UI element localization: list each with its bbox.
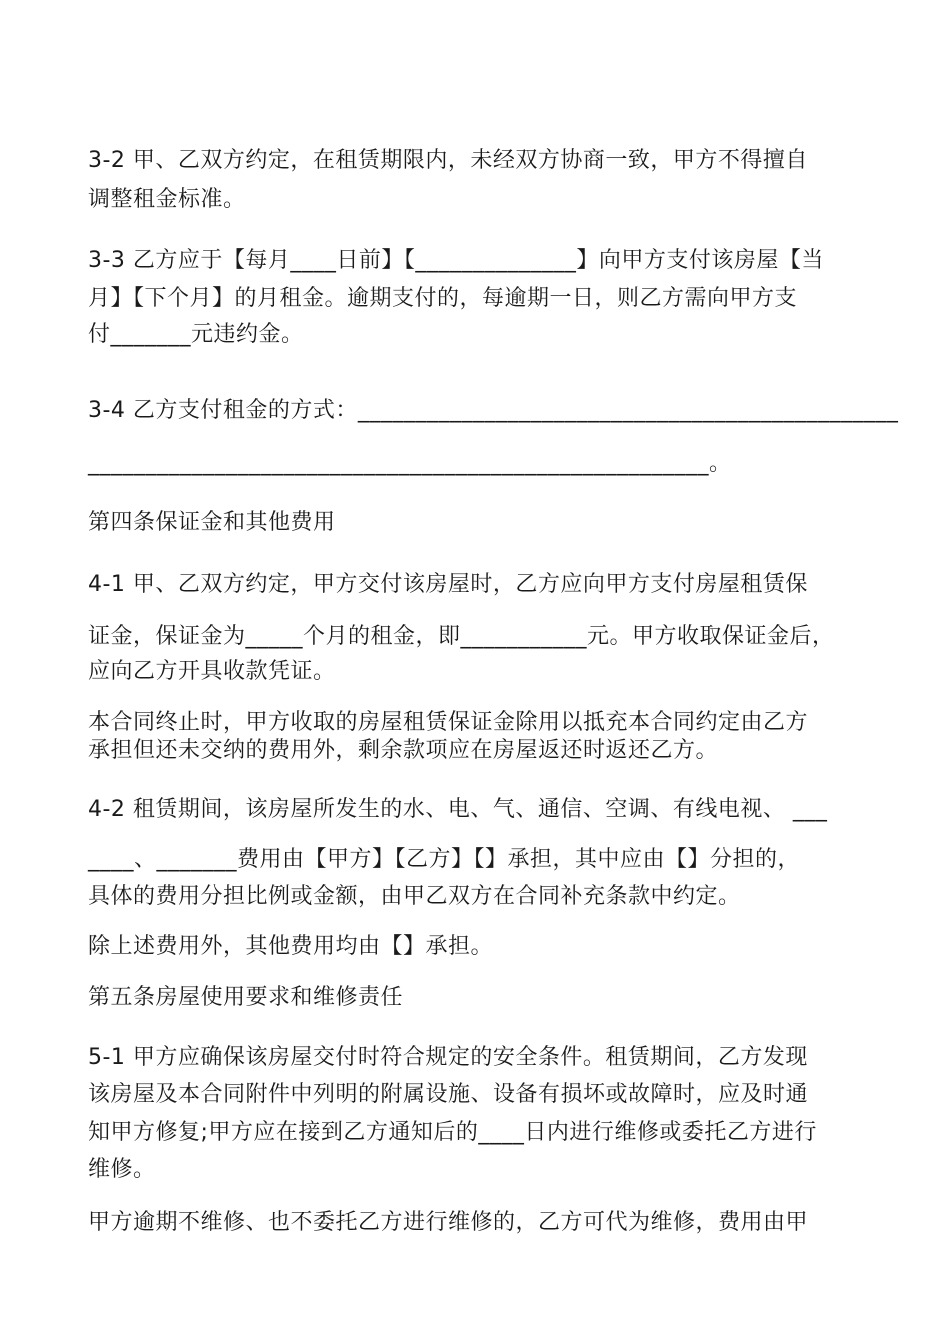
text-line: 具体的费用分担比例或金额，由甲乙双方在合同补充条款中约定。 xyxy=(88,884,741,909)
text-line: ______________________________________________________。 xyxy=(88,451,732,476)
text-line: 甲方逾期不维修、也不委托乙方进行维修的，乙方可代为维修，费用由甲 xyxy=(88,1210,809,1235)
section-heading: 第五条房屋使用要求和维修责任 xyxy=(88,985,404,1010)
text-line: 证金，保证金为_____个月的租金，即___________元。甲方收取保证金后， xyxy=(88,624,835,649)
text-line: 承担但还未交纳的费用外，剩余款项应在房屋返还时返还乙方。 xyxy=(88,738,719,763)
text-line: 调整租金标准。 xyxy=(88,187,246,212)
text-line: 除上述费用外，其他费用均由【】承担。 xyxy=(88,934,494,959)
text-line: 3-4 乙方支付租金的方式：_______________________________________________ xyxy=(88,398,899,423)
text-line: 知甲方修复;甲方应在接到乙方通知后的____日内进行维修或委托乙方进行 xyxy=(88,1120,817,1145)
text-line: 月】【下个月】的月租金。逾期支付的，每逾期一日，则乙方需向甲方支 xyxy=(88,286,798,311)
text-line: 3-3 乙方应于【每月____日前】【______________】向甲方支付该房屋【当 xyxy=(88,248,824,273)
text-line: 维修。 xyxy=(88,1157,156,1182)
text-line: 5-1 甲方应确保该房屋交付时符合规定的安全条件。租赁期间，乙方发现 xyxy=(88,1045,808,1070)
text-line: 应向乙方开具收款凭证。 xyxy=(88,659,336,684)
section-heading: 第四条保证金和其他费用 xyxy=(88,510,336,535)
text-line: 3-2 甲、乙双方约定，在租赁期限内，未经双方协商一致，甲方不得擅自 xyxy=(88,148,808,173)
text-line: 该房屋及本合同附件中列明的附属设施、设备有损坏或故障时，应及时通 xyxy=(88,1082,809,1107)
text-line: 本合同终止时，甲方收取的房屋租赁保证金除用以抵充本合同约定由乙方 xyxy=(88,710,809,735)
text-line: 4-1 甲、乙双方约定，甲方交付该房屋时，乙方应向甲方支付房屋租赁保 xyxy=(88,572,808,597)
text-line: 付_______元违约金。 xyxy=(88,322,304,347)
text-line: 4-2 租赁期间，该房屋所发生的水、电、气、通信、空调、有线电视、 ___ xyxy=(88,797,828,822)
text-line: ____、_______费用由【甲方】【乙方】【】承担，其中应由【】分担的， xyxy=(88,847,801,872)
